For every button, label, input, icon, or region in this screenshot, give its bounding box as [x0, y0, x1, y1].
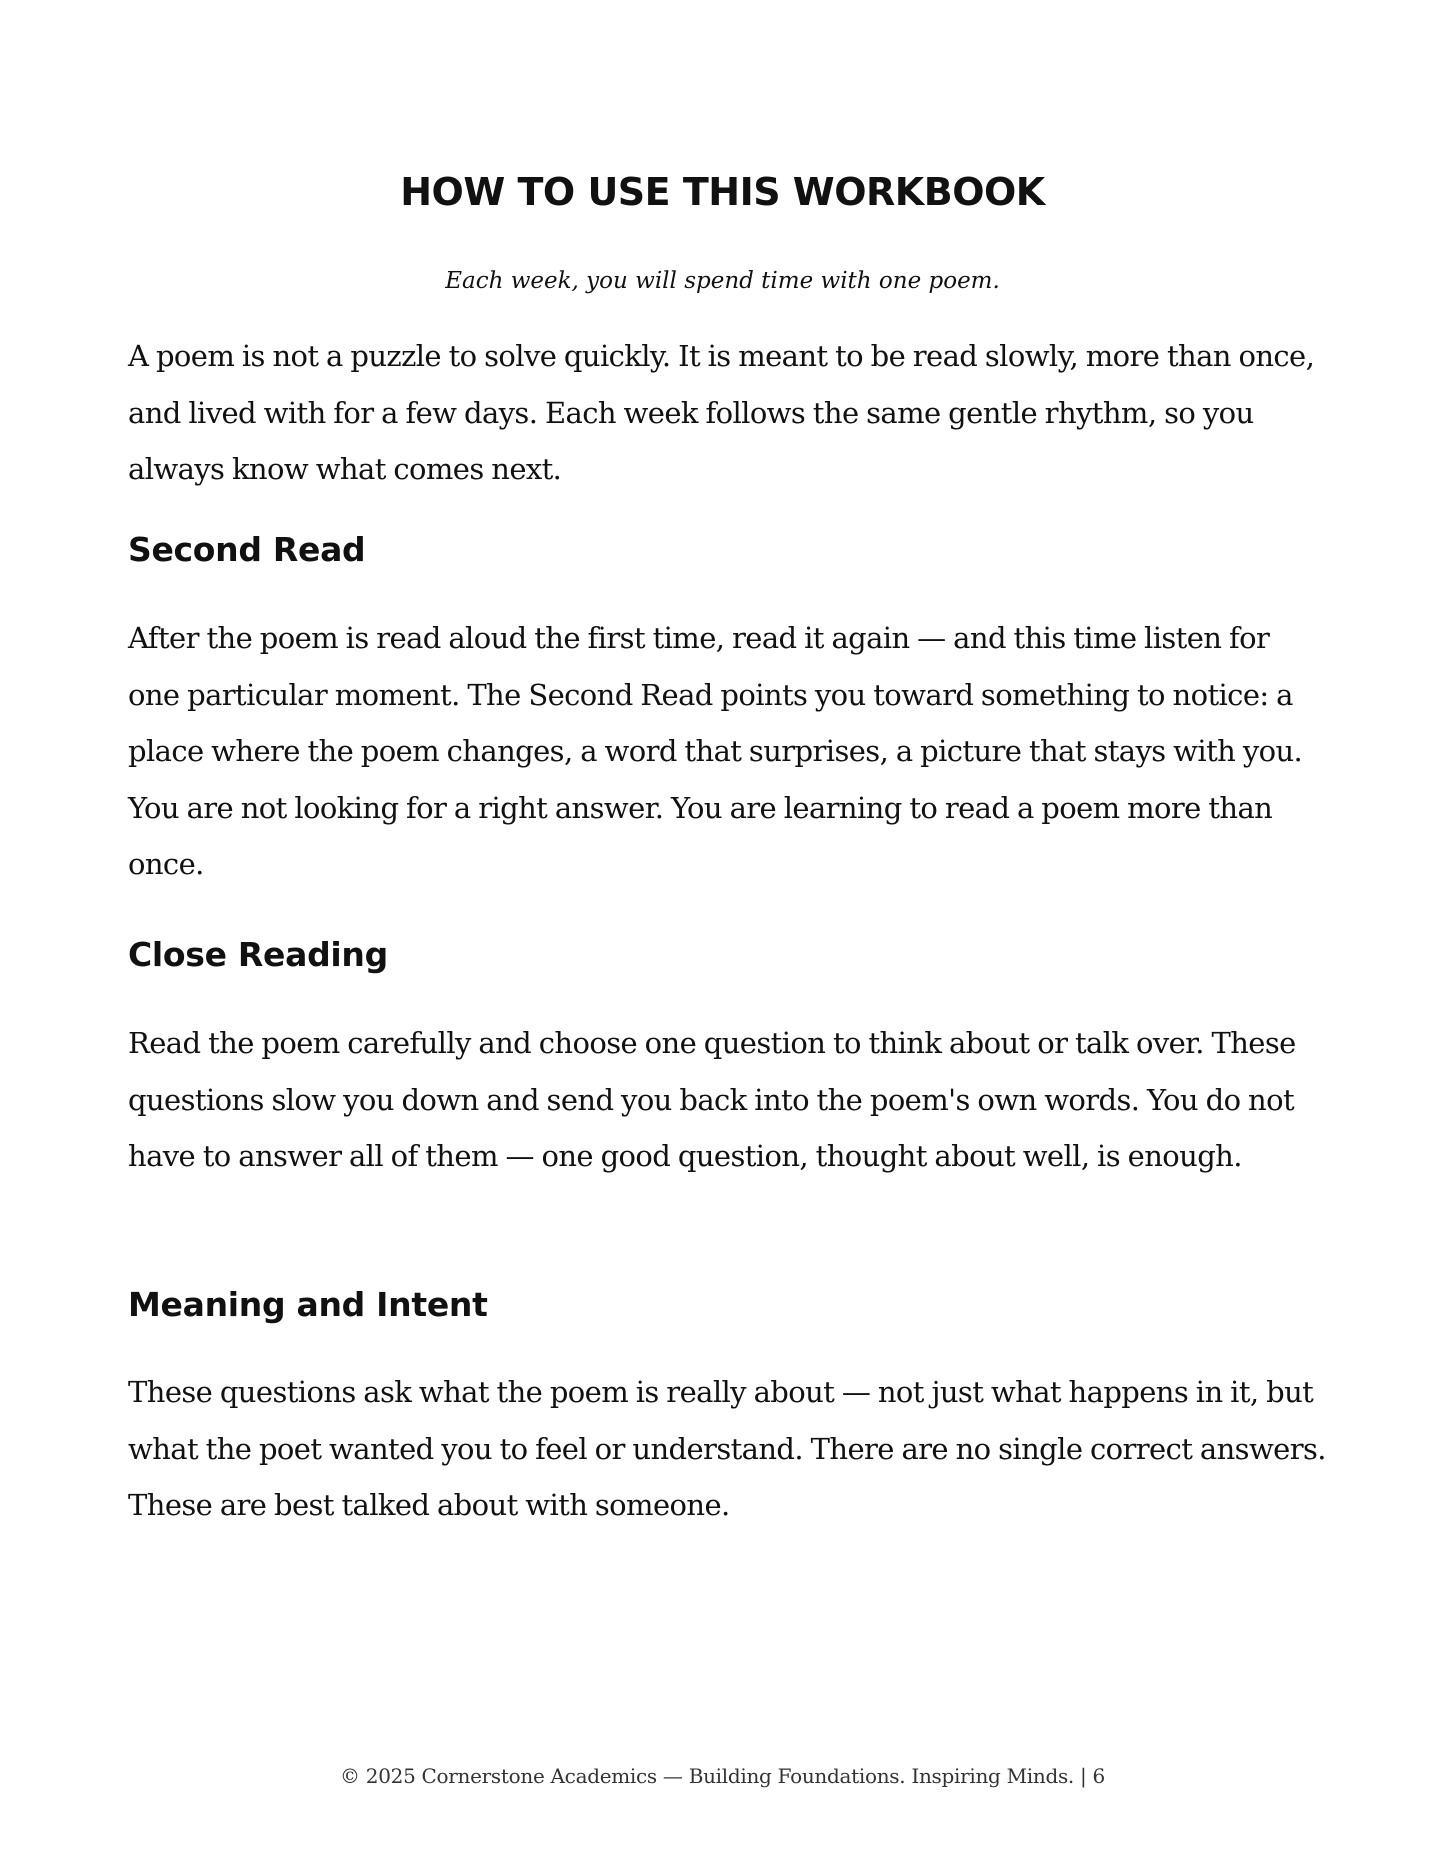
- section-body-meaning-and-intent: These questions ask what the poem is really about — not just what happens in it, but what the poet wanted you to feel or understand. There are no single correct answers. These are best talked about with someone.: [128, 1375, 1326, 1522]
- section-heading-close-reading: Close Reading: [128, 935, 388, 974]
- page-footer: © 2025 Cornerstone Academics — Building Foundations. Inspiring Minds. | 6: [340, 1764, 1105, 1788]
- page-subtitle: Each week, you will spend time with one poem.: [445, 268, 1000, 294]
- intro-paragraph: A poem is not a puzzle to solve quickly. It is meant to be read slowly, more than once, and lived with for a few days. Each week follows the same gentle rhythm, so you always know what comes next.: [128, 339, 1315, 486]
- section-body-second-read: After the poem is read aloud the first time, read it again — and this time listen for one particular moment. The Second Read points you toward something to notice: a place where the poem changes, a word that surprises, a picture that stays with you. You are not looking for a right answer. You are learning to read a poem more than once.: [128, 621, 1303, 881]
- section-body-close-reading: Read the poem carefully and choose one question to think about or talk over. These questions slow you down and send you back into the poem's own words. You do not have to answer all of them — one good question, thought about well, is enough.: [128, 1026, 1296, 1173]
- section-heading-meaning-and-intent: Meaning and Intent: [128, 1285, 488, 1324]
- section-heading-second-read: Second Read: [128, 530, 366, 569]
- page-title: HOW TO USE THIS WORKBOOK: [400, 170, 1045, 214]
